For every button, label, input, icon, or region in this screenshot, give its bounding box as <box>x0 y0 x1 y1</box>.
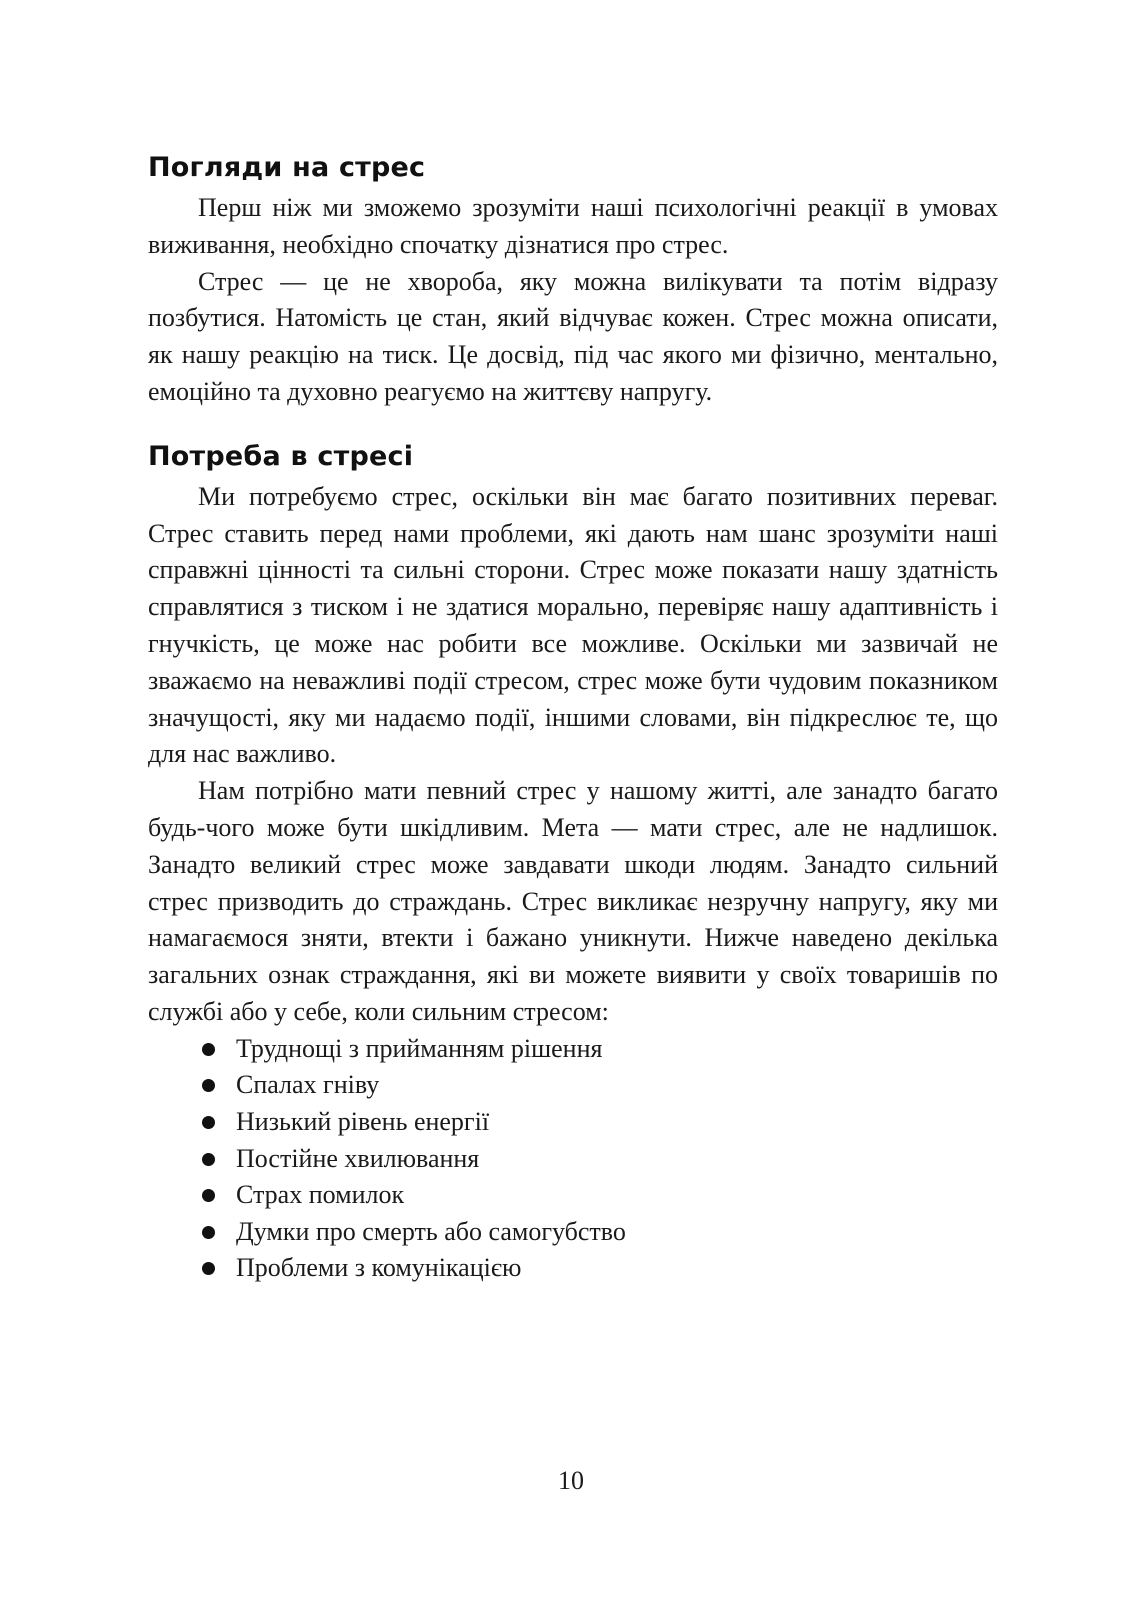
list-item <box>202 1031 998 1068</box>
bullet-icon <box>202 1079 215 1092</box>
bullet-icon <box>202 1189 215 1202</box>
page-number: 10 <box>558 1466 584 1495</box>
list-item-text: Проблеми з комунікацією <box>236 1253 522 1283</box>
list-item-text: Постійне хвилювання <box>236 1143 480 1173</box>
list-item-text: Спалах гніву <box>236 1070 380 1100</box>
list-item <box>202 1214 998 1251</box>
page-content <box>148 150 998 1287</box>
paragraph: Стрес — це не хвороба, яку можна вилікувати та потім відразу позбутися. Натомість це стан, який відчуває кожен. Стрес можна описати, як нашу реакцію на тиск. Це досвід, під час якого ми фізично, ментально, емоційно та духовно реагуємо на життєву напругу. <box>148 266 998 406</box>
bullet-icon <box>202 1153 215 1166</box>
bullet-icon <box>202 1043 215 1056</box>
list-item <box>202 1141 998 1178</box>
paragraph: Ми потребуємо стрес, оскільки він має багато позитивних переваг. Стрес ставить перед нами проблеми, які дають нам шанс зрозуміти наші справжні цінності та сильні сторони. Стрес може показати нашу здатність справлятися з тиском і не здатися морально, перевіряє нашу адаптивність і гнучкість, це може нас робити все можливе. Оскільки ми зазвичай не зважаємо на неважливі події стресом, стрес може бути чудовим показником значущості, яку ми надаємо події, іншими словами, він підкреслює те, що для нас важливо. <box>148 481 998 769</box>
list-item <box>202 1067 998 1104</box>
list-item <box>202 1177 998 1214</box>
list-item-text: Страх помилок <box>236 1180 405 1210</box>
list-item <box>202 1250 998 1287</box>
section-heading-views-on-stress: Погляди на стрес <box>148 152 426 183</box>
bullet-icon <box>202 1226 215 1239</box>
paragraph: Нам потрібно мати певний стрес у нашому житті, але занадто багато будь-чого може бути шкідливим. Мета — мати стрес, але не надлишок. Занадто великий стрес може завдавати шкоди людям. Занадто сильний стрес призводить до страждань. Стрес викликає незручну напругу, яку ми намагаємося зняти, втекти і бажано уникнути. Нижче наведено декілька загальних ознак страждання, які ви можете виявити у своїх товаришів по службі або у себе, коли сильним стресом: <box>148 776 998 1026</box>
distress-signs-list <box>148 1031 998 1287</box>
list-item-text: Низький рівень енергії <box>236 1106 490 1136</box>
section-heading-need-for-stress: Потреба в стресі <box>148 440 414 472</box>
list-item-text: Труднощі з прийманням рішення <box>236 1033 603 1063</box>
list-item-text: Думки про смерть або самогубство <box>236 1216 626 1246</box>
paragraph: Перш ніж ми зможемо зрозуміти наші психологічні реакції в умовах виживання, необхідно спочатку дізнатися про стрес. <box>148 193 998 259</box>
list-item <box>202 1104 998 1141</box>
bullet-icon <box>202 1262 215 1275</box>
bullet-icon <box>202 1116 215 1129</box>
